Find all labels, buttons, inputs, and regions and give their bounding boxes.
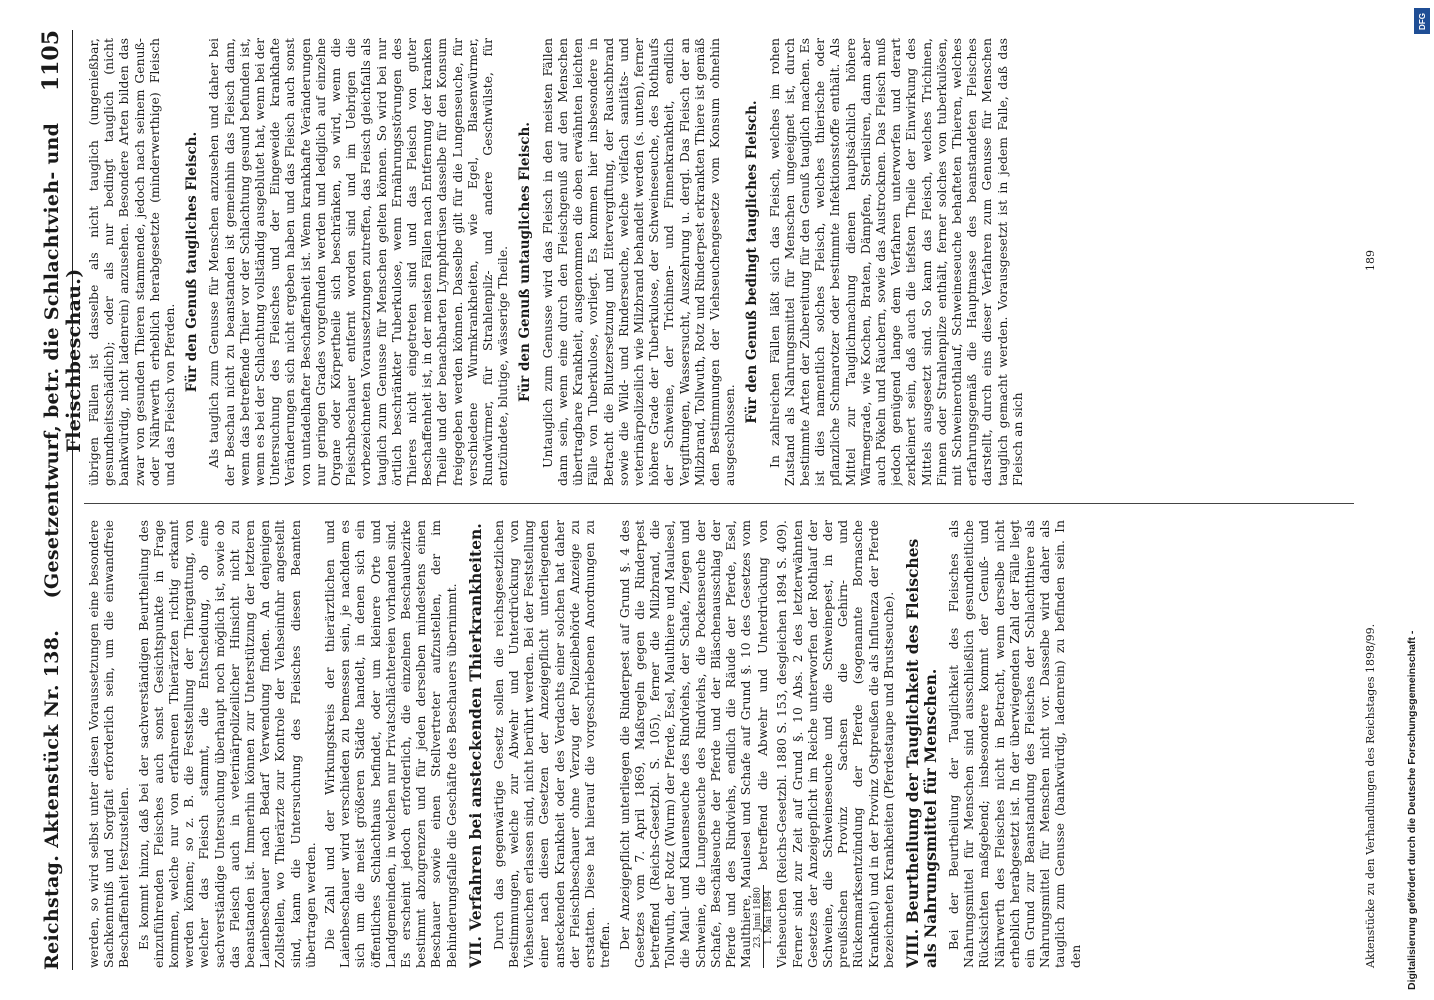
section-heading-8: VIII. Beurtheilung der Tauglichkeit des Fleisches als Nahrungsmittel für Menschen. (902, 538, 940, 968)
paragraph (617, 520, 896, 968)
paragraph: Bei der Beurtheilung der Tauglichkeit des Fleisches als Nahrungsmittel für Menschen sind ausschließlich gesundheitliche Rücksichten maßgebend; insbesondere kommt der Genuß- und Nährwerth des Fleisches nicht in Betracht, wenn derselbe nicht erheblich herabgesetzt ist. In der überwiegenden Zahl der Fälle liegt ein Grund zur Beanstandung des Fleisches der Schlachtthiere als Nahrungsmittel für Menschen nicht vor. Dasselbe wird daher als tauglich zum Genusse (bankwürdig, ladenrein) zu befinden sein. In den (945, 520, 1083, 968)
subheading: Für den Genuß taugliches Fleisch. (184, 131, 201, 393)
paragraph: übrigen Fällen ist dasselbe als nicht tauglich (ungenießbar, gesundheitsschädlich); oder als nur bedingt tauglich (nicht bankwürdig, nicht ladenrein) anzusehen. Besondere Arten bilden das zwar von gesunden Thieren stammende, jedoch nach seinem Genuß- oder Nährwerth erheblich herabgesetzte (minderwerthige) Fleisch und das Fleisch von Pferden. (86, 38, 178, 486)
header-left: Reichstag. Aktenstück Nr. 138. (41, 629, 63, 970)
fraction-denominator: 1. Mai 1894 (764, 890, 775, 945)
subheading: Für den Genuß untaugliches Fleisch. (517, 121, 534, 403)
paragraph: Die Zahl und der Wirkungskreis der thierärztlichen und Laienbeschauer wird verschieden zu bemessen sein, je nachdem es sich um die meist größeren Städte handelt, in denen sich ein öffentliches Schlachthaus befindet, oder um kleinere Orte und Landgemeinden, in welchen nur Privatschlächtereien vorhanden sind. Es erscheint jedoch erforderlich, die einzelnen Beschaubezirke bestimmt abzugrenzen und für jeden derselben mindestens einen Beschauer sowie einen Stellvertreter aufzustellen, der im Behinderungsfalle die Geschäfte des Beschauers übernimmt. (322, 520, 459, 968)
paragraph-text: Der Anzeigepflicht unterliegen die Rinderpest auf Grund §. 4 des Gesetzes vom 7. April 1869, Maßregeln gegen die Rinderpest betreffend (Reichs-Gesetzbl. S. 105), ferner die Milzbrand, die Tollwuth, der Rotz (Wurm) der Pferde, Esel, Maulthiere und Maulesel, die Maul- und Klauenseuche des Rindviehs, der Schafe, Ziegen und Schweine, die Lungenseuche des Rindviehs, die Pockenseuche der Schafe, Beschälseuche der Pferde und der Bläschenausschlag der Pferde und des Rindviehs, endlich die Räude der Pferde, Esel, Maulthiere, Maulesel und Schafe auf Grund §. 10 des Gesetzes vom (616, 520, 754, 968)
paragraph: Untauglich zum Genusse wird das Fleisch in den meisten Fällen dann sein, wenn eine durch den Fleischgenuß auf den Menschen übertragbare Krankheit, ausgenommen die oben erwähnten leichten Fälle von Tuberkulose, vorliegt. Es kommen hier insbesondere in Betracht die Blutzersetzung und Eitervergiftung, der Rauschbrand sowie die Wild- und Rinderseuche, welche vielfach sanitäts- und veterinärpolizeilich wie Milzbrand behandelt werden (s. unten), ferner höhere Grade der Tuberkulose, der Schweineseuche, des Rothlaufs der Schweine, der Trichinen- und Finnenkrankheit, endlich Vergiftungen, Wassersucht, Auszehrung u. dergl. Das Fleisch der an Milzbrand, Tollwuth, Rotz und Rinderpest erkrankten Thiere ist gemäß den Bestimmungen der Viehseuchengesetze vom Konsum ohnehin ausgeschlossen. (539, 38, 738, 486)
page-number: 1105 (38, 30, 64, 92)
digitization-credit (1406, 10, 1430, 990)
left-column (86, 520, 1356, 968)
credit-text: Digitalisierung gefördert durch die Deutsche Forschungsgemeinschaft - (1406, 630, 1418, 990)
section-heading-7: VII. Verfahren bei ansteckenden Thierkrankheiten. (465, 523, 485, 968)
date-fraction (753, 885, 774, 968)
right-column (86, 38, 1356, 486)
column-divider (84, 503, 1354, 504)
logo-text: DFG (1417, 12, 1427, 30)
paragraph: werden, so wird selbst unter diesen Voraussetzungen eine besondere Sachkenntniß und Sorgfalt erforderlich sein, um die einwandfreie Beschaffenheit festzustellen. (86, 520, 132, 968)
footer-page-number: 189 (1364, 250, 1377, 271)
footer-note: Aktenstücke zu den Verhandlungen des Reichstages 1898/99. (1364, 623, 1377, 968)
paragraph: In zahlreichen Fällen läßt sich das Fleisch, welches im rohen Zustand als Nahrungsmittel für Menschen ungeeignet ist, durch bestimmte Arten der Zubereitung für den Genuß tauglich machen. Es ist dies namentlich solches Fleisch, welches thierische oder pflanzliche Schmarotzer oder bestimmte Infektionsstoffe enthält. Als Mittel zur Tauglichmachung dienen hauptsächlich höhere Wärmegrade, wie Kochen, Braten, Dämpfen, Sterilisiren, dann aber auch Pökeln und Räuchern, sowie das Austrocknen. Das Fleisch muß jedoch genügend lange dem Verfahren unterworfen und derart zerkleinert sein, daß auch die tiefsten Theile der Einwirkung des Mittels ausgesetzt sind. So kann das Fleisch, welches Trichinen, Finnen oder Strahlenpilze enthält, ferner solches von tuberkulösen, mit Schweinerothlauf, Schweineseuche behafteten Thieren, welches erfahrungsgemäß die Hauptmasse des beanstandeten Fleisches darstellt, durch eins dieser Verfahren zum Genusse für Menschen tauglich gemacht werden. Vorausgesetzt ist in jedem Falle, daß das Fleisch an sich (766, 38, 1025, 486)
header-title: (Gesetzentwurf, betr. die Schlachtvieh- und Fleischbeschau.) (41, 122, 85, 599)
paragraph: Durch das gegenwärtige Gesetz sollen die reichsgesetzlichen Bestimmungen, welche zur Abwehr und Unterdrückung von Viehseuchen erlassen sind, nicht berührt werden. Bei der Feststellung einer nach diesen Gesetzen der Anzeigepflicht unterliegenden ansteckenden Krankheit oder des Verdachts einer solchen hat daher der Fleischbeschauer ohne Verzug der Polizeibehörde Anzeige zu erstatten. Diese hat hierauf die vorgeschriebenen Anordnungen zu treffen. (490, 520, 613, 968)
scanned-page (20, 20, 1400, 980)
paragraph-text: betreffend die Abwehr und Unterdrückung von Viehseuchen (Reichs-Gesetzbl. 1880 S. 153, desgleichen 1894 S. 409). Ferner sind zur Zeit auf Grund §. 10 Abs. 2 des letzterwähnten Gesetzes der Anzeigepflicht im Reiche unterworfen der Rothlauf der Schweine, die Schweineseuche und die Schweinepest, in der preußischen Provinz Sachsen die Gehirn- und Rückenmarksentzündung der Pferde (sogenannte Bornasche Krankheit) und in der Provinz Ostpreußen die als Influenza der Pferde bezeichneten Krankheiten (Pferdestaupe und Brustseuche). (755, 520, 896, 968)
page-header (38, 30, 85, 970)
subheading: Für den Genuß bedingt taugliches Fleisch. (744, 100, 761, 424)
fraction-numerator: 23. Juni 1880 (753, 885, 764, 968)
dfg-logo (1414, 8, 1430, 34)
paragraph: Als tauglich zum Genusse für Menschen anzusehen und daher bei der Beschau nicht zu beanstanden ist gemeinhin das Fleisch dann, wenn das betreffende Thier vor der Schlachtung gesund befunden ist, wenn es bei der Schlachtung vollständig ausgeblutet hat, wenn bei der Untersuchung des Fleisches und der Eingeweide krankhafte Veränderungen sich nicht ergeben haben und das Fleisch auch sonst von untadelhafter Beschaffenheit ist. Wenn krankhafte Veränderungen nur geringen Grades vorgefunden werden und lediglich auf einzelne Organe oder Körpertheile sich beschränken, so wird, wenn die Fleischbeschauer entfernt worden sind und im Uebrigen die vorbezeichneten Voraussetzungen zutreffen, das Fleisch gleichfalls als tauglich zum Genusse für Menschen gelten können. So wird bei nur örtlich beschränkter Tuberkulose, wenn Ernährungsstörungen des Thieres nicht eingetreten sind und das Fleisch von guter Beschaffenheit ist, in der meisten Fällen nach Entfernung der kranken Theile und der benachbarten Lymphdrüsen dasselbe für den Konsum freigegeben werden können. Dasselbe gilt für die Lungenseuche, für verschiedene Wurmkrankheiten, wie Egel, Blasenwürmer, Rundwürmer, für Strahlenpilz- und andere Geschwülste, für entzündete, blutige, wässerige Theile. (206, 38, 511, 486)
paragraph: Es kommt hinzu, daß bei der sachverständigen Beurtheilung des einzuführenden Fleisches auch sonst Gesichtspunkte in Frage kommen, welche nur von erfahrenen Thierärzten richtig erkannt werden können; so z. B. die Feststellung der Thiergattung, von welcher das Fleisch stammt, die Entscheidung, ob eine sachverständige Untersuchung überhaupt noch möglich ist, sowie ob das Fleisch auch in veterinärpolizeilicher Hinsicht nicht zu beanstanden ist. Immerhin können zur Unterstützung der letzteren Laienbeschauer nach Bedarf Verwendung finden. An denjenigen Zollstellen, wo Thierärzte zur Kontrole der Viehseinfuhr angestellt sind, kann die Untersuchung des Fleisches diesen Beamten übertragen werden. (135, 520, 318, 968)
